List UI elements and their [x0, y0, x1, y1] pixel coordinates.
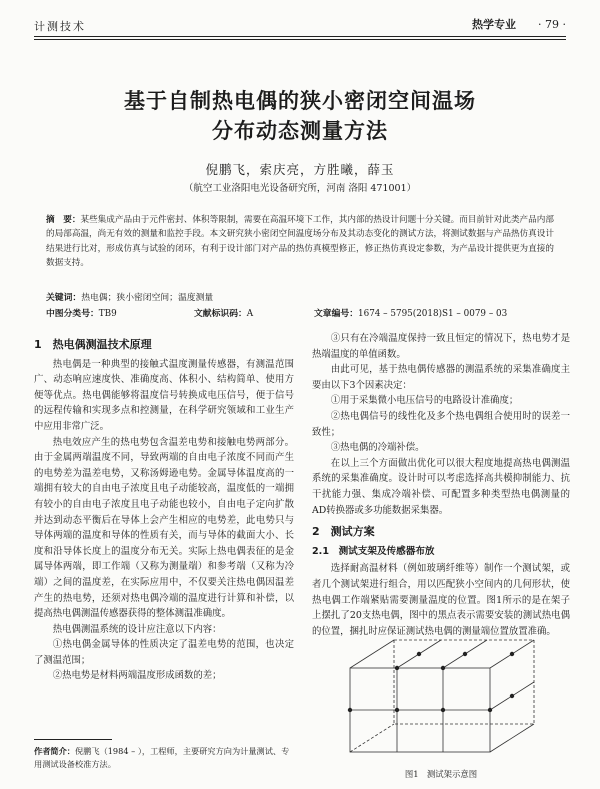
test-frame-figure — [342, 634, 542, 762]
keywords — [46, 290, 554, 303]
thermocouple-point — [395, 666, 399, 670]
subsection-heading-2-1: 2.1 测试支架及传感器布放 — [312, 545, 435, 557]
list-item: ①用于采集微小电压信号的电路设计准确度； — [330, 395, 519, 407]
figure-caption: 图1 测试架示意图 — [404, 769, 478, 779]
page-number: · 79 · — [538, 18, 566, 31]
section-name: 热学专业 — [472, 18, 517, 31]
title-line-2: 分布动态测量方法 — [212, 119, 388, 143]
author-list: 倪鹏飞，索庆亮，方胜曦，薛玉 — [205, 162, 395, 177]
clc-number: 中图分类号：TB9 — [46, 309, 117, 319]
header-rule-thick — [34, 36, 566, 37]
article-number: 文章编号：1674 – 5795(2018)S1 – 0079 – 03 — [314, 309, 508, 319]
footnote-rule — [34, 739, 112, 740]
affiliation: （航空工业洛阳电光设备研究所，河南 洛阳 471001） — [183, 183, 417, 194]
author-footnote — [34, 745, 294, 771]
thermocouple-point — [395, 708, 399, 712]
thermocouple-point — [441, 708, 445, 712]
right-column — [312, 331, 570, 639]
thermocouple-point — [510, 694, 514, 698]
paragraph: 热电效应产生的热电势包含温差电势和接触电势两部分。由于金属两端温度不同，导致两端的自由电子浓度不同而产生的电势差为温差电势，又称汤姆逊电势。金属导体温度高的一端拥有较大的自由电子浓度且电子动能较高，温度低的一端拥有较小的自由电子浓度且电子动能也较小，自由电子定向扩散并达到动态平衡后在导体上会产生相应的电势差，此电势只与导体两端的温度和导体的性质有关，而与导体的截面大小、长度和沿导体长度上的温度分布无关。实际上热电偶表征的是金属导体两端，即工作端（又称为测量端）和参考端（又称为冷端）之间的温度差，在实际应用中，不仅要关注热电偶因温差产生的热电势，还须对热电偶冷端的温度进行计算和补偿，以提高热电偶测温传感器获得的整体测温准确度。 — [34, 436, 294, 620]
section-heading-1: 1 热电偶测温技术原理 — [34, 338, 152, 351]
thermocouple-point — [348, 708, 352, 712]
list-item: ③只有在冷端温度保持一致且恒定的情况下，热电势才是热端温度的单值函数。 — [312, 333, 570, 360]
thermocouple-point — [510, 652, 514, 656]
thermocouple-point — [441, 666, 445, 670]
abstract — [46, 213, 554, 270]
abstract-text: 某些集成产品由于元件密封、体积等限制，需要在高温环境下工作，其内部的热设计问题十分关键。而目前针对此类产品内部的局部高温，尚无有效的测量和监控手段。本文研究狭小密闭空间温度场分布及其动态变化的测试方法，将测试数据与产品热仿真设计结果进行比对，形成仿真与试验的闭环，有利于设计部门对产品的热仿真模型修正，修正热仿真设定参数，为产品设计提供更为直接的数据支持。 — [46, 215, 554, 268]
paragraph: 在以上三个方面做出优化可以很大程度地提高热电偶测温系统的采集准确度。设计时可以考虑选择高共模抑制能力、抗干扰能力强、集成冷端补偿、可配置多种类型热电偶测量的AD转换器或多功能数据采集器。 — [312, 457, 570, 516]
thermocouple-point — [488, 708, 492, 712]
footnote-label: 作者简介： — [34, 746, 75, 756]
left-column — [34, 331, 294, 684]
list-item: ③热电偶的冷端补偿。 — [330, 442, 425, 454]
section-and-page — [472, 16, 566, 32]
paragraph: 由此可见，基于热电偶传感器的测温系统的采集准确度主要由以下3个因素决定： — [312, 364, 570, 391]
classification-line — [46, 306, 566, 319]
title-line-1: 基于自制热电偶的狭小密闭空间温场 — [124, 89, 476, 113]
abstract-label: 摘 要： — [46, 215, 81, 225]
thermocouple-point — [463, 652, 467, 656]
keywords-label: 关键词： — [46, 293, 82, 303]
footnote-text: 倪鹏飞（1984 – ），工程师，主要研究方向为计量测试、专用测试设备校准方法。 — [34, 746, 290, 769]
keywords-text: 热电偶；狭小密闭空间；温度测量 — [81, 293, 214, 303]
paragraph: 热电偶是一种典型的接触式温度测量传感器，有测温范围广、动态响应速度快、准确度高、体积小、结构简单、使用方便等优点。热电偶能够将温度信号转换成电压信号，便于信号的远程传输和实现多点和控测量，在科学研究领域和工业生产中应用非常广泛。 — [34, 358, 294, 432]
journal-name: 计测技术 — [34, 20, 86, 33]
running-header — [34, 14, 566, 34]
thermocouple-point — [417, 652, 421, 656]
section-heading-2: 2 测试方案 — [312, 525, 375, 539]
header-rule-thin — [34, 39, 566, 40]
paper-title — [0, 86, 600, 146]
list-item: ①热电偶金属导体的性质决定了温差电势的范围，也决定了测温范围； — [34, 639, 294, 666]
paragraph: 热电偶测温系统的设计应注意以下内容： — [52, 623, 222, 635]
list-item: ②热电偶信号的线性化及多个热电偶组合使用时的误差一致性； — [312, 410, 570, 438]
paragraph: 选择耐高温材料（例如玻璃纤维等）制作一个测试架，或者几个测试架进行组合，用以匹配狭小空间内的几何形状，使热电偶工作端紧贴需要测量温度的位置。图1所示的是在架子上摆扎了20支热电偶，图中的黑点表示需要安装的测试热电偶的位置，捆扎时应保证测试热电偶的测量端位置放置准确。 — [312, 563, 570, 637]
document-code: 文献标识码：A — [194, 309, 254, 319]
list-item: ②热电势是材料两端温度形成函数的差； — [52, 670, 222, 682]
